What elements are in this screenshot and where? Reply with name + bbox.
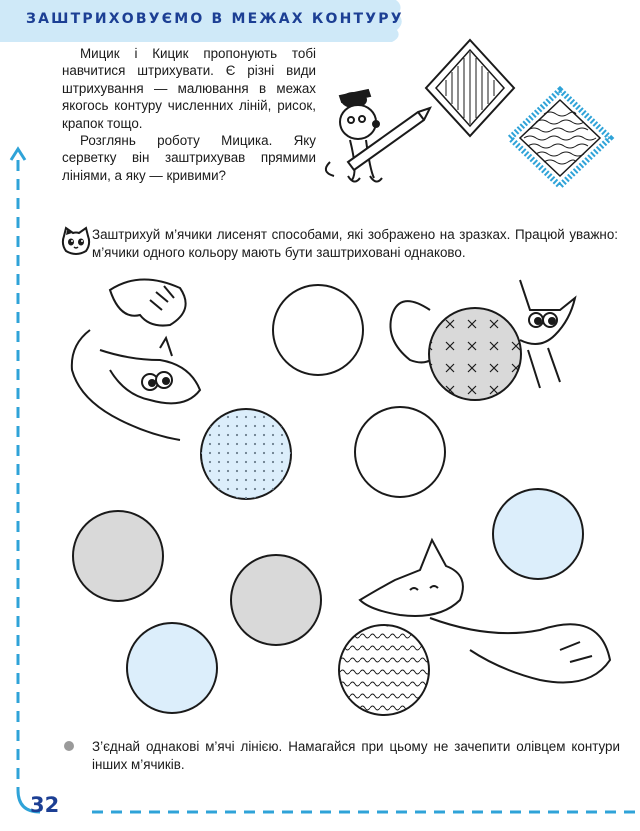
fox-icon: [72, 279, 200, 440]
ball-blue: [127, 623, 217, 713]
napkin-straight-lines: [426, 40, 514, 136]
arrow-up-icon: [11, 149, 25, 160]
page-title: ЗАШТРИХОВУЄМО В МЕЖАХ КОНТУРУ: [26, 11, 404, 27]
ball-gray: [73, 511, 163, 601]
ball-crosses-pattern: [429, 308, 521, 400]
napkins-illustration: [420, 38, 620, 188]
ball-blue: [493, 489, 583, 579]
ball-white: [273, 285, 363, 375]
ball-curvy-pattern: [339, 625, 429, 715]
napkin-curved-lines: [510, 90, 610, 186]
intro-paragraph-2: Розглянь роботу Мицика. Яку серветку він заштрихував прямими лініями, а яку — кривими?: [62, 133, 316, 183]
intro-paragraph-1: Мицик і Кицик пропонують тобі навчитися штрихувати. Є різні види штрихування — малювання в межах якогось контуру численних ліній, рисок, крапок тощо.: [62, 46, 316, 131]
cat-face-icon: [60, 226, 92, 258]
page-number: 32: [30, 793, 60, 817]
task-text: Заштрихуй м’ячики лисенят способами, які зображено на зразках. Працюй уважно: м’ячики одного кольору мають бути заштриховані однаково.: [92, 227, 618, 260]
intro-text: [62, 45, 316, 184]
ball-gray: [231, 555, 321, 645]
balls-area: [0, 270, 640, 730]
ball-white: [355, 407, 445, 497]
ball-dots-pattern: [201, 409, 291, 499]
bottom-task-text: З’єднай однакові м’ячі лінією. Намагайся при цьому не зачепити олівцем контури інших м’ячиків.: [92, 739, 620, 772]
bullet-dot: [64, 741, 74, 751]
